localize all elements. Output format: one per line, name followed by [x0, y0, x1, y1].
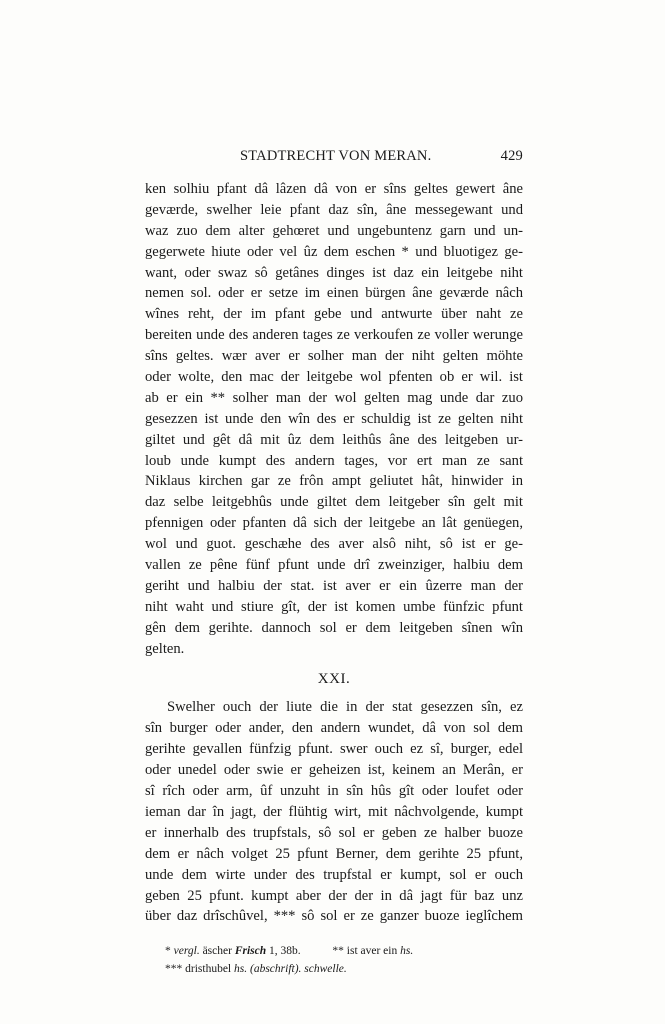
paragraph-1	[145, 179, 523, 659]
text-line: ab er ein ** solher man der wol gelten mag unde dar zuo	[145, 389, 523, 406]
footnote-marker: *	[165, 945, 171, 958]
text-line: geværde, swelher leie pfant daz sîn, âne messegewant und	[145, 201, 523, 218]
footnote-text: hs.	[234, 963, 248, 976]
text-line: unde dem wirte under des trupfstal er kumpt, sol er ouch	[145, 866, 523, 883]
text-line: pfennigen oder pfanten dâ sich der leitgebe an lât genüegen,	[145, 515, 523, 532]
footnote-text: 1, 38b.	[269, 945, 301, 958]
text-line: daz selbe leitgebhûs unde giltet dem leitgeber sîn gelt mit	[145, 494, 523, 511]
page-number: 429	[500, 148, 523, 164]
text-line: bereiten unde des anderen tages ze verkoufen ze voller werunge	[145, 327, 523, 344]
text-line: ken solhiu pfant dâ lâzen dâ von er sîns geltes gewert âne	[145, 181, 523, 197]
text-line: geben 25 pfunt. kumpt aber der der in dâ jagt für baz unz	[145, 887, 523, 904]
text-line: Swelher ouch der liute die in der stat gesezzen sîn, ez	[167, 699, 523, 716]
footnote-text: schwelle.	[304, 963, 347, 976]
text-line: nemen sol. oder er setze im einen bürgen âne geværde nâch	[145, 285, 523, 302]
text-line: want, oder swaz sô getânes dinges ist daz ein leitgebe niht	[145, 264, 523, 281]
footnote-line	[165, 960, 523, 978]
footnote-text: vergl.	[173, 945, 200, 958]
text-line: dem er nâch volget 25 pfunt Berner, dem gerihte 25 pfunt,	[145, 845, 523, 862]
text-line: gegerwete hiute oder vel ûz dem eschen * und bluotigez ge-	[145, 243, 523, 260]
text-line: niht waht und stiure gît, der ist komen umbe fünfzic pfunt	[145, 598, 523, 615]
section-heading: XXI.	[317, 671, 351, 688]
footnote-marker: **	[332, 945, 344, 958]
text-line: gerihte gevallen fünfzig pfunt. swer ouch ez sî, burger, edel	[145, 741, 523, 758]
text-line: vallen ze pêne fünf pfunt unde drî zweinziger, halbiu dem	[145, 557, 523, 574]
text-line: wol und guot. geschæhe des aver alsô niht, sô ist er ge-	[145, 536, 523, 553]
text-line: er innerhalb des trupfstals, sô sol er geben ze halber buoze	[145, 824, 523, 841]
footnote-text: dristhubel	[185, 963, 232, 976]
footnote-text: (abschrift).	[249, 963, 302, 976]
text-line: Niklaus kirchen gar ze frôn ampt geliutet hât, hinwider in	[145, 473, 523, 490]
text-line: loub unde kumpt des andern tages, vor ert man ze sant	[145, 452, 523, 469]
book-page	[145, 148, 523, 978]
text-line: sî rîch oder arm, ûf unzuht in sîn hûs gît oder loufet oder	[145, 783, 523, 800]
running-title: STADTRECHT VON MERAN.	[240, 148, 432, 164]
footnote-text: äscher	[202, 945, 232, 958]
text-line: gên dem gerihte. dannoch sol er dem leitgeben sînen wîn	[145, 619, 523, 636]
footnotes	[145, 942, 523, 978]
footnote-line	[165, 942, 523, 960]
text-line: waz zuo dem alter gehœret und ungebuntenz garn und un-	[145, 222, 523, 239]
text-line: über daz drîschûvel, *** sô sol er ze ganzer buoze ieglîchem	[145, 908, 523, 925]
text-line: oder wolte, den mac der leitgebe wol pfenten ob er wil. ist	[145, 369, 523, 386]
text-line: gesezzen ist unde den wîn des er schuldig ist ze gelten niht	[145, 410, 523, 427]
text-line: sîns geltes. wær aver er solher man der niht gelten möhte	[145, 348, 523, 365]
text-line: ieman dar în jagt, der flühtig wirt, mit nâchvolgende, kumpt	[145, 803, 523, 820]
paragraph-2	[145, 697, 523, 927]
text-line: sîn burger oder ander, den andern wundet, dâ von sol dem	[145, 720, 523, 737]
text-line: gelten.	[145, 640, 185, 657]
running-head	[145, 148, 523, 172]
text-line: oder unedel oder swie er geheizen ist, keinem an Merân, er	[145, 762, 523, 779]
footnote-text: hs.	[400, 945, 414, 958]
footnote-marker: ***	[165, 963, 183, 976]
text-line: geriht und halbiu der stat. ist aver er ein ûzerre man der	[145, 577, 523, 594]
text-line: giltet und gêt dâ mit ûz dem leithûs âne des leitgeben ur-	[145, 431, 523, 448]
footnote-text: ist aver ein	[346, 945, 398, 958]
text-line: wînes reht, der im pfant gebe und antwurte über naht ze	[145, 306, 523, 323]
footnote-text: Frisch	[234, 945, 267, 958]
